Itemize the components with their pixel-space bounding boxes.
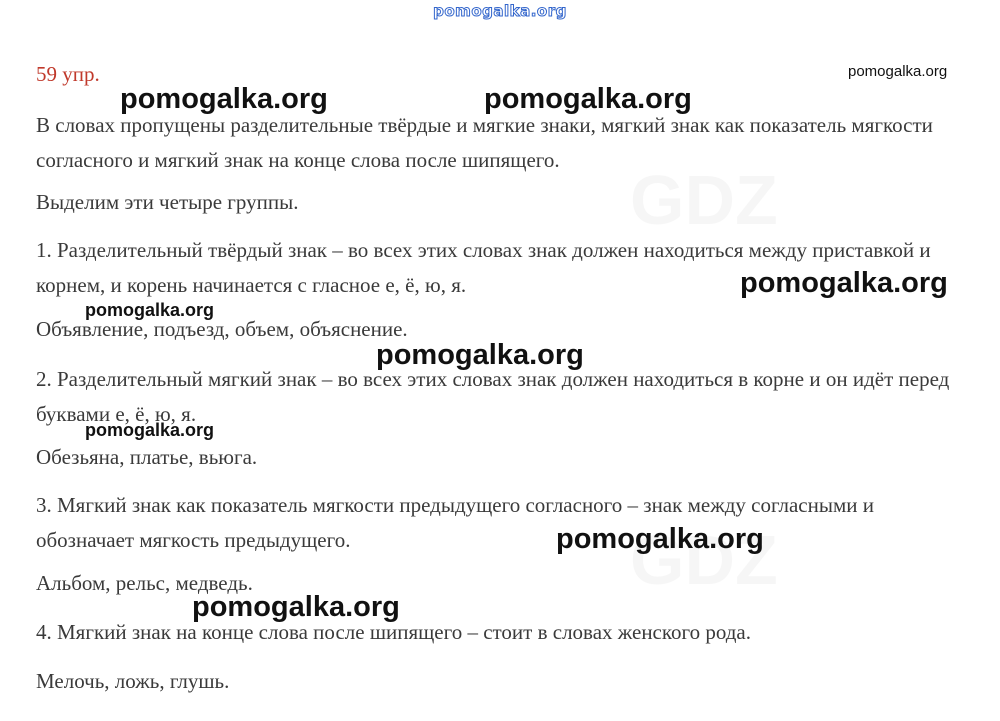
watermark: pomogalka.org <box>484 83 692 115</box>
watermark: pomogalka.org <box>85 420 215 440</box>
watermark: pomogalka.org <box>556 523 764 555</box>
watermark: pomogalka.org <box>120 83 328 115</box>
intro-paragraph: В словах пропущены разделительные твёрдые и мягкие знаки, мягкий знак как показатель мягкости согласного и мягкий знак на конце слова после шипящего. <box>36 113 933 172</box>
watermark: pomogalka.org <box>192 591 400 623</box>
rule-4-after-sibilant: 4. Мягкий знак на конце слова после шипящего – стоит в словах женского рода. <box>36 620 752 644</box>
site-header-link[interactable]: pomogalka.org <box>433 2 567 20</box>
examples-3: Альбом, рельс, медведь. <box>36 571 253 595</box>
exercise-number: 59 упр. <box>36 62 100 86</box>
watermark: pomogalka.org <box>848 63 948 80</box>
watermark: pomogalka.org <box>85 300 215 320</box>
watermark: pomogalka.org <box>740 267 948 299</box>
watermark: pomogalka.org <box>376 339 584 371</box>
rule-3-softness-marker: 3. Мягкий знак как показатель мягкости предыдущего согласного – знак между согласными и обозначает мягкость предыдущего. <box>36 493 874 552</box>
rule-1-hard-sign: 1. Разделительный твёрдый знак – во всех этих словах знак должен находиться между приставкой и корнем, и корень начинается с гласное е, ё, ю, я. <box>36 238 931 297</box>
groups-intro: Выделим эти четыре группы. <box>36 190 299 214</box>
rule-2-soft-separator: 2. Разделительный мягкий знак – во всех этих словах знак должен находиться в корне и он идёт перед буквами е, ё, ю, я. <box>36 367 950 426</box>
examples-1: Объявление, подъезд, объем, объяснение. <box>36 317 408 341</box>
examples-2: Обезьяна, платье, вьюга. <box>36 445 258 469</box>
examples-4: Мелочь, ложь, глушь. <box>36 669 230 693</box>
